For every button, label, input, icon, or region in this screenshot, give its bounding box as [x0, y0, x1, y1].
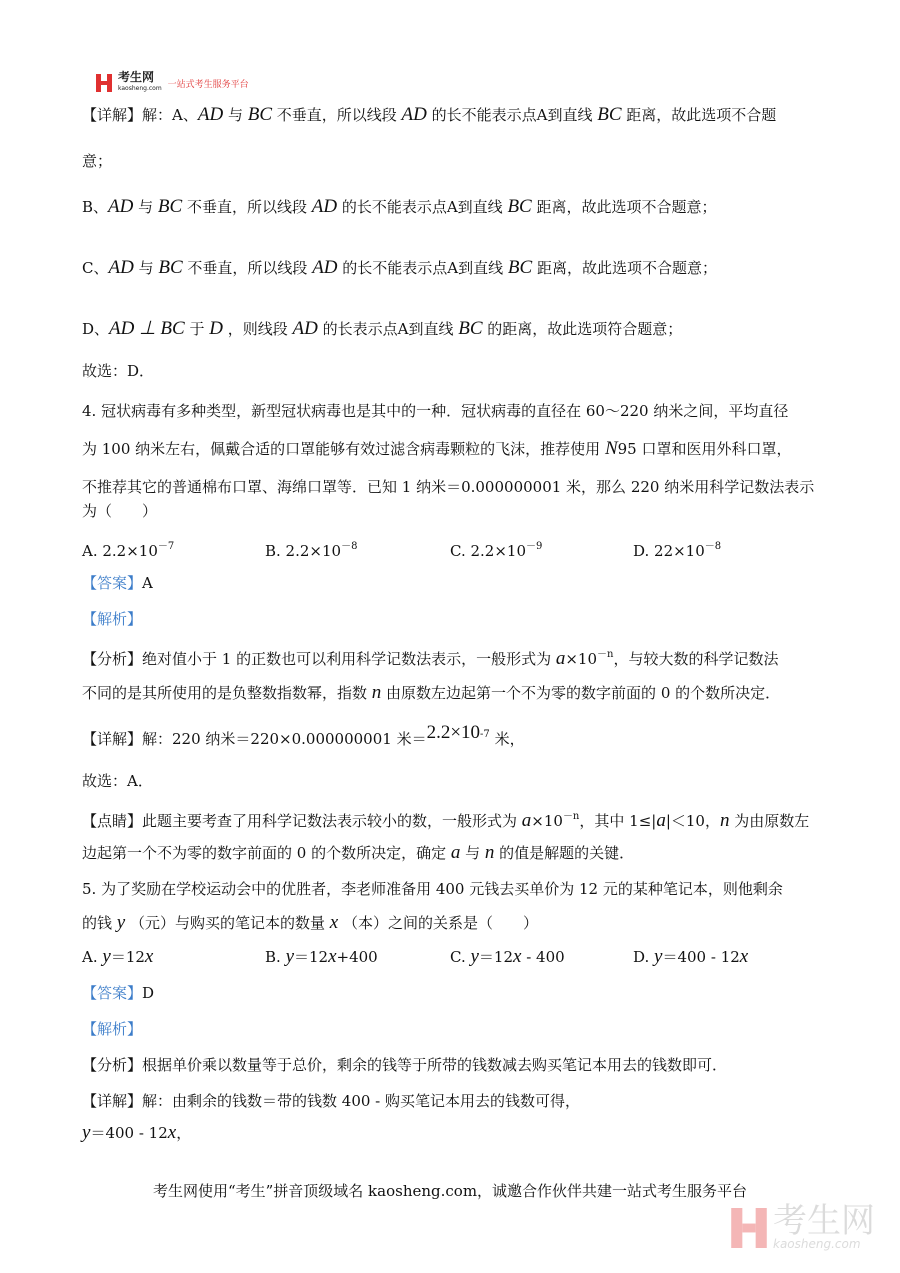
text-segment: 的钱: [82, 914, 117, 932]
math-text: AD: [311, 196, 338, 217]
superscript: －8: [341, 541, 358, 552]
text-segment: 的长不能表示点A到直线: [426, 106, 598, 124]
math-text: AD: [108, 196, 134, 217]
text-segment: 意；: [82, 152, 113, 170]
text-line: [82, 573, 153, 593]
text-line: [82, 1055, 727, 1075]
math-text: x: [167, 1122, 177, 1143]
superscript: -7: [480, 729, 490, 740]
text-segment: ＝400 - 12: [662, 948, 740, 966]
section-label: 【答案】: [82, 984, 143, 1002]
math-text: y: [654, 946, 663, 967]
math-text: y: [82, 1122, 91, 1143]
text-segment: A: [142, 574, 153, 592]
text-segment: ，则线段: [222, 320, 293, 338]
answer-option: [450, 947, 565, 967]
text-segment: 距离，故此选项不合题意；: [531, 198, 717, 216]
section-label: 【解析】: [82, 610, 143, 628]
text-line: [82, 879, 783, 899]
text-segment: ＝12: [478, 948, 514, 966]
text-line: [82, 807, 809, 831]
math-text: AD ⊥ BC: [109, 318, 185, 339]
text-line: [82, 105, 776, 125]
text-segment: ，与较大数的科学记数法: [613, 650, 779, 668]
text-line: [82, 1091, 580, 1111]
math-text: y: [285, 946, 294, 967]
text-segment: 不垂直，所以线段: [272, 106, 402, 124]
math-text: n: [719, 810, 730, 831]
text-segment: B、: [82, 198, 109, 216]
text-segment: 【详解】解：A、: [82, 106, 198, 124]
text-segment: 【详解】解：由剩余的钱数＝带的钱数 400 - 购买笔记本用去的钱数可得，: [82, 1092, 581, 1110]
text-line: [82, 401, 788, 421]
math-text: 2.2×10: [426, 722, 481, 743]
text-segment: 与: [223, 106, 248, 124]
text-segment: ×10: [565, 650, 598, 668]
math-text: AD: [108, 257, 134, 278]
text-segment: ＝400 - 12: [90, 1124, 168, 1142]
text-segment: 故选：D．: [82, 362, 155, 380]
superscript: －8: [704, 541, 722, 552]
text-segment: 的值是解题的关键．: [494, 844, 635, 862]
math-text: x: [328, 946, 337, 967]
text-line: [82, 501, 157, 521]
text-line: [82, 439, 792, 459]
text-segment: 4. 冠状病毒有多种类型，新型冠状病毒也是其中的一种．冠状病毒的直径在 60～220 纳米之间，平均直径: [82, 402, 789, 420]
math-text: x: [329, 912, 339, 933]
logo-icon: [96, 74, 112, 92]
text-segment: A.: [82, 948, 103, 966]
watermark-logo: 考生网 kaosheng.com: [731, 1205, 875, 1251]
math-text: y: [470, 946, 479, 967]
math-text: AD: [292, 318, 318, 339]
text-segment: D: [142, 984, 155, 1002]
answer-option: [265, 947, 378, 967]
text-segment: ，其中 1≤|: [579, 812, 657, 830]
math-text: a: [555, 648, 566, 669]
math-text: y: [102, 946, 111, 967]
math-text: BC: [597, 104, 622, 125]
math-text: x: [739, 946, 749, 967]
math-text: BC: [507, 196, 532, 217]
text-segment: 95 口罩和医用外科口罩，: [617, 440, 792, 458]
text-segment: 的长不能表示点A到直线: [337, 259, 508, 277]
text-line: [82, 151, 112, 171]
text-line: [82, 477, 814, 497]
text-segment: D.: [633, 948, 655, 966]
text-segment: 【详解】解：220 纳米＝220×0.000000001 米＝: [82, 730, 427, 748]
text-segment: 于: [184, 320, 210, 338]
text-line: [82, 258, 717, 278]
text-segment: 的长不能表示点A到直线: [337, 198, 508, 216]
text-segment: （本）之间的关系是（ ）: [338, 914, 538, 932]
text-line: [82, 683, 780, 703]
answer-option: [450, 537, 542, 561]
math-text: y: [116, 912, 126, 933]
superscript: －9: [526, 541, 543, 552]
text-segment: 不同的是其所使用的是负整数指数幂，指数: [82, 684, 372, 702]
section-label: 【解析】: [82, 1020, 143, 1038]
text-segment: ＝12: [110, 948, 145, 966]
math-text: D: [209, 318, 223, 339]
superscript: －n: [562, 811, 580, 822]
text-segment: D、: [82, 320, 110, 338]
math-text: x: [144, 946, 154, 967]
text-segment: 【分析】绝对值小于 1 的正数也可以利用科学记数法表示，一般形式为: [82, 650, 556, 668]
text-line: [82, 1019, 142, 1039]
math-text: AD: [401, 104, 427, 125]
math-text: AD: [197, 104, 224, 125]
math-text: a: [450, 842, 461, 863]
text-segment: D. 22×10: [633, 542, 705, 560]
math-text: x: [513, 946, 522, 967]
text-segment: A. 2.2×10: [82, 542, 158, 560]
text-line: [82, 723, 525, 749]
answer-option: [82, 537, 174, 561]
answer-option: [633, 537, 721, 561]
math-text: BC: [507, 257, 533, 278]
text-line: [82, 983, 154, 1003]
text-segment: 的距离，故此选项符合题意；: [482, 320, 683, 338]
math-text: N: [604, 438, 618, 459]
text-segment: 不垂直，所以线段: [182, 259, 313, 277]
text-segment: 为（ ）: [82, 502, 158, 520]
text-line: [82, 913, 538, 933]
text-segment: |＜10，: [665, 812, 720, 830]
text-segment: 不垂直，所以线段: [182, 198, 312, 216]
superscript: －7: [157, 541, 175, 552]
text-segment: ＝12: [294, 948, 329, 966]
text-segment: 距离，故此选项不合题意；: [532, 259, 717, 277]
text-segment: ×10: [531, 812, 563, 830]
text-segment: 与: [133, 259, 159, 277]
text-line: [82, 609, 142, 629]
tagline: 一站式考生服务平台: [167, 79, 249, 90]
math-text: n: [371, 682, 382, 703]
text-segment: +400: [336, 948, 378, 966]
watermark-icon: [731, 1208, 767, 1248]
math-text: BC: [458, 318, 483, 339]
text-segment: 边起第一个不为零的数字前面的 0 的个数所决定，确定: [82, 844, 451, 862]
text-line: [82, 361, 154, 381]
math-text: n: [484, 842, 495, 863]
text-line: [82, 771, 153, 791]
text-segment: B.: [265, 948, 286, 966]
logo-text: 考生网 kaosheng.com: [118, 70, 162, 92]
text-segment: （元）与购买的笔记本的数量: [125, 914, 330, 932]
text-segment: 由原数左边起第一个不为零的数字前面的 0 的个数所决定．: [381, 684, 781, 702]
text-line: [82, 843, 634, 863]
footer-text: 考生网使用“考生”拼音顶级域名 kaosheng.com，诚邀合作伙伴共建一站式考生服务平台: [152, 1182, 748, 1200]
text-segment: 5. 为了奖励在学校运动会中的优胜者，李老师准备用 400 元钱去买单价为 12 元的某种笔记本，则他剩余: [82, 880, 783, 898]
text-segment: 的长表示点A到直线: [317, 320, 459, 338]
text-segment: 米，: [489, 730, 525, 748]
answer-option: [633, 947, 748, 967]
section-label: 【答案】: [82, 574, 143, 592]
text-segment: 与: [460, 844, 485, 862]
text-segment: 为 100 纳米左右，佩戴合适的口罩能够有效过滤含病毒颗粒的飞沫，推荐使用: [82, 440, 605, 458]
text-segment: 【点睛】此题主要考查了用科学记数法表示较小的数，一般形式为: [82, 812, 522, 830]
answer-option: [82, 947, 153, 967]
site-logo[interactable]: [96, 72, 249, 94]
superscript: －n: [597, 649, 614, 660]
math-text: BC: [157, 196, 183, 217]
text-line: [82, 645, 778, 669]
text-line: [82, 319, 682, 339]
text-segment: 与: [133, 198, 158, 216]
text-segment: 故选：A．: [82, 772, 153, 790]
math-text: AD: [312, 257, 338, 278]
text-segment: 为由原数左: [729, 812, 810, 830]
math-text: BC: [247, 104, 272, 125]
text-segment: C. 2.2×10: [450, 542, 526, 560]
text-segment: C.: [450, 948, 471, 966]
text-segment: ，: [176, 1124, 192, 1142]
text-segment: 【分析】根据单价乘以数量等于总价，剩余的钱等于所带的钱数减去购买笔记本用去的钱数即可．: [82, 1056, 728, 1074]
text-line: [82, 197, 717, 217]
text-segment: C、: [82, 259, 109, 277]
text-segment: 不推荐其它的普通棉布口罩、海绵口罩等．已知 1 纳米＝0.000000001 米，那么 220 纳米用科学记数法表示: [82, 478, 815, 496]
text-segment: - 400: [521, 948, 565, 966]
math-text: a: [656, 810, 666, 831]
math-text: BC: [158, 257, 183, 278]
text-segment: B. 2.2×10: [265, 542, 342, 560]
text-segment: 距离，故此选项不合题: [621, 106, 777, 124]
text-line: [82, 1123, 191, 1143]
math-text: a: [521, 810, 532, 831]
answer-option: [265, 537, 357, 561]
